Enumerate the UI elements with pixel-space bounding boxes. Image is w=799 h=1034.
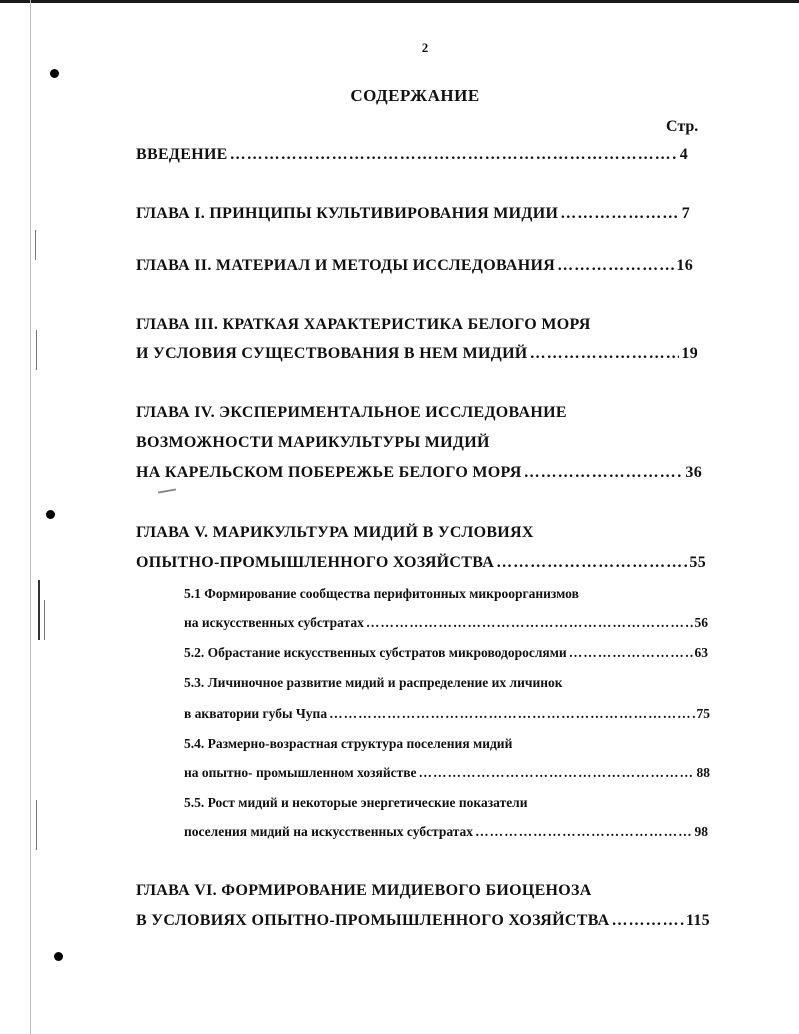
- toc-entry-title: ГЛАВА I. ПРИНЦИПЫ КУЛЬТИВИРОВАНИЯ МИДИИ: [136, 205, 559, 222]
- toc-entry-chapter-4-title[interactable]: [136, 404, 567, 422]
- dot-leader: [230, 146, 678, 164]
- toc-entry-title: 5.5. Рост мидий и некоторые энергетические показатели: [184, 795, 528, 810]
- toc-entry-title: ГЛАВА IV. ЭКСПЕРИМЕНТАЛЬНОЕ ИССЛЕДОВАНИЕ: [136, 404, 567, 421]
- scan-mark: [44, 600, 45, 640]
- toc-entry-section-5-4[interactable]: [184, 765, 710, 781]
- toc-page-number: 63: [694, 645, 708, 660]
- scan-mark: [36, 330, 37, 370]
- dot-leader: [329, 706, 694, 722]
- toc-entry-title: ГЛАВА VI. ФОРМИРОВАНИЕ МИДИЕВОГО БИОЦЕНОЗА: [136, 882, 592, 899]
- page-column-label: Стр.: [666, 118, 699, 135]
- toc-page-number: 88: [696, 765, 710, 780]
- toc-entry-title-continued: ОПЫТНО-ПРОМЫШЛЕННОГО ХОЗЯЙСТВА: [136, 554, 495, 571]
- toc-page-number: 4: [679, 146, 688, 163]
- toc-entry-section-5-1-title[interactable]: [184, 586, 579, 602]
- toc-entry-chapter-6[interactable]: [136, 912, 710, 930]
- toc-page-number: 56: [694, 615, 708, 630]
- dot-leader: [366, 615, 693, 631]
- toc-entry-title: ГЛАВА II. МАТЕРИАЛ И МЕТОДЫ ИССЛЕДОВАНИЯ: [136, 257, 556, 274]
- toc-entry-chapter-6-title[interactable]: [136, 882, 592, 900]
- toc-entry-chapter-5[interactable]: [136, 554, 706, 572]
- toc-page-number: 16: [676, 257, 693, 274]
- dot-leader: [569, 645, 693, 661]
- toc-entry-title: ГЛАВА III. КРАТКАЯ ХАРАКТЕРИСТИКА БЕЛОГО МОРЯ: [136, 316, 591, 333]
- toc-entry-title-continued: на искусственных субстратах: [184, 615, 364, 630]
- scan-top-edge: [0, 0, 799, 3]
- dot-leader: [560, 205, 679, 223]
- toc-page-number: 115: [685, 912, 710, 929]
- toc-entry-title: 5.3. Личиночное развитие мидий и распределение их личинок: [184, 675, 563, 690]
- scan-mark: [35, 230, 36, 260]
- toc-entry-title-continued: на опытно- промышленном хозяйстве: [184, 765, 417, 780]
- toc-entry-title-continued: ВОЗМОЖНОСТИ МАРИКУЛЬТУРЫ МИДИЙ: [136, 434, 490, 451]
- dot-leader: [496, 554, 687, 572]
- toc-entry-chapter-5-title[interactable]: [136, 524, 534, 542]
- dot-leader: [612, 912, 684, 930]
- toc-entry-title: 5.1 Формирование сообщества перифитонных микроорганизмов: [184, 586, 579, 601]
- toc-page-number: 36: [685, 464, 702, 481]
- toc-entry-section-5-4-title[interactable]: [184, 736, 512, 752]
- scan-mark: [38, 580, 40, 640]
- toc-entry-section-5-5[interactable]: [184, 824, 708, 840]
- toc-entry-chapter-3-title[interactable]: [136, 316, 591, 334]
- toc-entry-introduction[interactable]: [136, 146, 688, 164]
- scan-left-edge: [30, 0, 31, 1034]
- toc-entry-title: 5.4. Размерно-возрастная структура поселения мидий: [184, 736, 513, 751]
- toc-entry-section-5-3-title[interactable]: [184, 675, 563, 691]
- toc-entry-title-continued: И УСЛОВИЯ СУЩЕСТВОВАНИЯ В НЕМ МИДИЙ: [136, 345, 528, 362]
- toc-page-number: 98: [694, 824, 708, 839]
- punch-hole-mark: [50, 69, 59, 78]
- toc-page-number: 19: [681, 345, 698, 362]
- toc-entry-title-continued: поселения мидий на искусственных субстратах: [184, 824, 474, 839]
- toc-entry-title: ГЛАВА V. МАРИКУЛЬТУРА МИДИЙ В УСЛОВИЯХ: [136, 524, 534, 541]
- toc-entry-chapter-2[interactable]: [136, 257, 693, 275]
- toc-entry-title: ВВЕДЕНИЕ: [136, 146, 228, 163]
- toc-entry-chapter-1[interactable]: [136, 205, 690, 223]
- toc-entry-chapter-4-title-line-2[interactable]: [136, 434, 490, 452]
- toc-entry-chapter-3[interactable]: [136, 345, 698, 363]
- dot-leader: [524, 464, 684, 482]
- dot-leader: [419, 765, 695, 781]
- toc-entry-title: 5.2. Обрастание искусственных субстратов микроводорослями: [184, 645, 567, 660]
- dot-leader: [475, 824, 692, 840]
- scan-mark: [36, 800, 37, 850]
- toc-page-number: 55: [689, 554, 706, 571]
- toc-entry-section-5-2[interactable]: [184, 645, 708, 661]
- toc-page-number: 7: [681, 205, 690, 222]
- page-number: 2: [421, 40, 429, 55]
- pen-scratch: [158, 488, 176, 493]
- punch-hole-mark: [54, 952, 63, 961]
- toc-entry-section-5-1[interactable]: [184, 615, 708, 631]
- toc-entry-section-5-3[interactable]: [184, 706, 710, 722]
- toc-entry-chapter-4[interactable]: [136, 464, 702, 482]
- toc-entry-title-continued: В УСЛОВИЯХ ОПЫТНО-ПРОМЫШЛЕННОГО ХОЗЯЙСТВА: [136, 912, 610, 929]
- dot-leader: [530, 345, 680, 363]
- toc-page-number: 75: [696, 706, 710, 721]
- dot-leader: [557, 257, 674, 275]
- page-title: СОДЕРЖАНИЕ: [350, 86, 480, 105]
- toc-entry-section-5-5-title[interactable]: [184, 795, 528, 811]
- toc-entry-title-continued: в акватории губы Чупа: [184, 706, 328, 721]
- punch-hole-mark: [46, 510, 55, 519]
- toc-entry-title-continued: НА КАРЕЛЬСКОМ ПОБЕРЕЖЬЕ БЕЛОГО МОРЯ: [136, 464, 522, 481]
